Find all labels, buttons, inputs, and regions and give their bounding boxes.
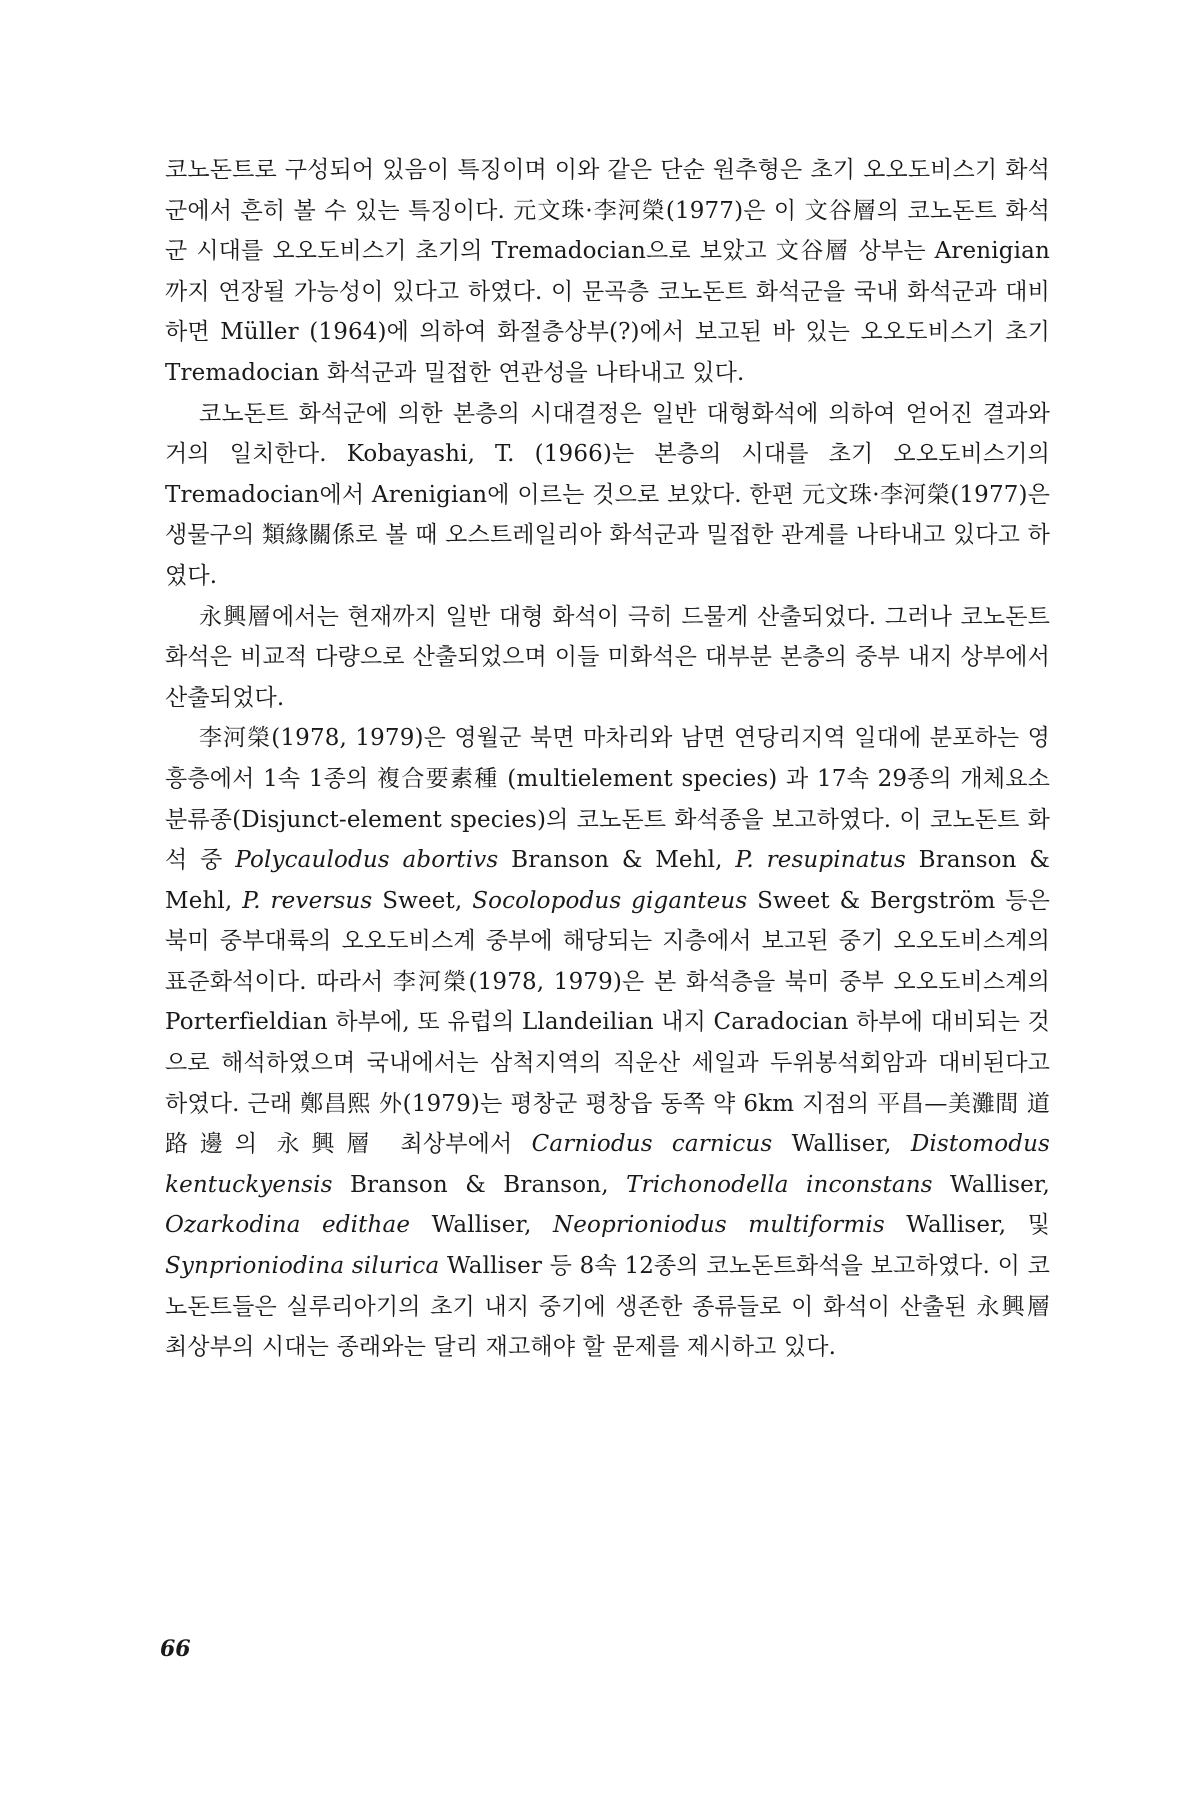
text-run: Branson & Mehl, (165, 847, 1050, 914)
species-name: Synprioniodina silurica (165, 1253, 440, 1280)
text-run: 李河榮(1978, 1979)은 영월군 북면 마차리와 남면 연당리지역 일대에 분포하는 영흥층에서 1속 1종의 複合要素種 (multielement species) 과 17속 29종의 개체요소 분류종(Disjunct-element species)의 코노돈트 화석종을 보고하였다. 이 코노돈트 화석 중 (165, 725, 1050, 874)
text-run: Sweet & Bergström 등은 북미 중부대륙의 오오도비스계 중부에 해당되는 지층에서 보고된 중기 오오도비스계의 표준화석이다. 따라서 李河榮(1978, 1979)은 본 화석층을 북미 중부 오오도비스계의 Porterfieldian 하부에, 또 유럽의 Llandeilian 내지 Caradocian 하부에 대비되는 것으로 해석하였으며 국내에서는 삼척지역의 직운산 세일과 두위봉석회암과 대비된다고 하였다. 근래 鄭昌熙 外(1979)는 평창군 평창읍 동쪽 약 6km 지점의 平昌—美灘間 道路邊의 永興層 최상부에서 (165, 887, 1050, 1158)
text-run: Walliser, (410, 1212, 553, 1239)
text-run: Walliser, (932, 1171, 1050, 1198)
paragraph-3 (165, 597, 1050, 719)
species-name: Socolopodus giganteus (472, 887, 748, 914)
text-run: Branson & Branson, (332, 1171, 627, 1198)
species-name: P. resupinatus (735, 847, 906, 874)
species-name: Ozarkodina edithae (165, 1212, 411, 1239)
text-run: Walliser 등 8속 12종의 코노돈트화석을 보고하였다. 이 코노돈트들은 실루리아기의 초기 내지 중기에 생존한 종류들로 이 화석이 산출된 永興層 최상부의 시대는 종래와는 달리 재고해야 할 문제를 제시하고 있다. (165, 1253, 1050, 1361)
text-run: Walliser, 및 (884, 1212, 1051, 1239)
body-text (165, 150, 1050, 1368)
species-name: Carniodus carnicus (531, 1131, 773, 1158)
text-run: 코노돈트 화석군에 의한 본층의 시대결정은 일반 대형화석에 의하여 얻어진 결과와 거의 일치한다. Kobayashi, T. (1966)는 본층의 시대를 초기 오오도비스기의 Tremadocian에서 Arenigian에 이르는 것으로 보았다. 한편 元文珠·李河榮(1977)은 생물구의 類緣關係로 볼 때 오스트레일리아 화석군과 밀접한 관계를 나타내고 있다고 하였다. (165, 400, 1050, 589)
text-run: Walliser, (772, 1131, 911, 1158)
page-number: 66 (160, 1636, 191, 1662)
text-run: 永興層에서는 현재까지 일반 대형 화석이 극히 드물게 산출되었다. 그러나 코노돈트 화석은 비교적 다량으로 산출되었으며 이들 미화석은 대부분 본층의 중부 내지 상부에서 산출되었다. (165, 603, 1050, 711)
species-name: Neoprioniodus multiformis (552, 1212, 885, 1239)
text-run: 코노돈트로 구성되어 있음이 특징이며 이와 같은 단순 원추형은 초기 오오도비스기 화석군에서 흔히 볼 수 있는 특징이다. 元文珠·李河榮(1977)은 이 文谷層의 코노돈트 화석군 시대를 오오도비스기 초기의 Tremadocian으로 보았고 文谷層 상부는 Arenigian까지 연장될 가능성이 있다고 하였다. 이 문곡층 코노돈트 화석군을 국내 화석군과 대비하면 Müller (1964)에 의하여 화절층상부(?)에서 보고된 바 있는 오오도비스기 초기 Tremadocian 화석군과 밀접한 연관성을 나타내고 있다. (165, 157, 1050, 386)
paragraph-4 (165, 718, 1050, 1368)
text-run: Branson & Mehl, (498, 847, 736, 874)
paragraph-2 (165, 394, 1050, 597)
text-run: Sweet, (372, 887, 473, 914)
species-name: Distomodus kentuckyensis (165, 1131, 1051, 1198)
species-name: P. reversus (242, 887, 373, 914)
paragraph-1 (165, 150, 1050, 394)
species-name: Polycaulodus abortivs (235, 847, 499, 874)
species-name: Trichonodella inconstans (626, 1171, 933, 1198)
